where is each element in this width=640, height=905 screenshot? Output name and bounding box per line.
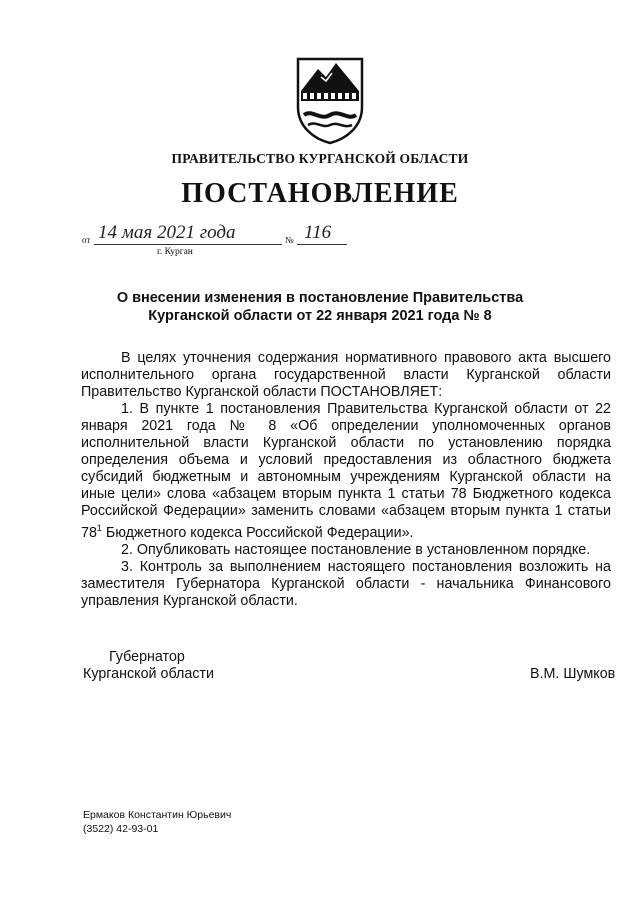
item-1-tail: Бюджетного кодекса Российской Федерации». <box>101 524 414 541</box>
item-3-paragraph: 3. Контроль за выполнением настоящего постановления возложить на заместителя Губернатора Курганской области - начальника Финансового управления Курганской области. <box>81 558 611 609</box>
item-1-text: 1. В пункте 1 постановления Правительства Курганской области от 22 января 2021 года № 8 «Об определении уполномоченных органов исполнительной власти Курганской области по установлению порядка определения объема и условий предоставления из областного бюджета субсидий бюджетным и автономным учреждениям Курганской области на иные цели» слова «абзацем вторым пункта 1 статьи 78 Бюджетного кодекса Российской Федерации» заменить словами «абзацем вторым пункта 1 статьи 78 <box>81 401 611 541</box>
coat-of-arms-emblem <box>290 55 370 145</box>
document-type-title: ПОСТАНОВЛЕНИЕ <box>181 178 459 209</box>
executor-phone: (3522) 42-93-01 <box>83 823 159 835</box>
from-label: от <box>82 235 91 245</box>
signatory-name: В.М. Шумков <box>530 666 616 682</box>
government-name: ПРАВИТЕЛЬСТВО КУРГАНСКОЙ ОБЛАСТИ <box>171 151 469 166</box>
signatory-title <box>83 649 214 683</box>
item-1-superscript: 1 <box>96 523 102 533</box>
city-label: г. Курган <box>157 247 193 257</box>
handwritten-number: 116 <box>304 222 332 243</box>
signatory-title-line-1: Губернатор <box>109 649 185 665</box>
item-2-paragraph: 2. Опубликовать настоящее постановление в установленном порядке. <box>121 541 591 558</box>
executor-info <box>83 808 231 836</box>
intro-paragraph: В целях уточнения содержания нормативного правового акта высшего исполнительного органа государственной власти Курганской области Правительство Курганской области ПОСТАНОВЛЯЕТ: <box>81 350 611 400</box>
document-subject <box>80 289 560 325</box>
number-label: № <box>285 235 294 245</box>
executor-name: Ермаков Константин Юрьевич <box>83 809 232 821</box>
subject-line-2: Курганской области от 22 января 2021 года № 8 <box>148 308 492 324</box>
subject-line-1: О внесении изменения в постановление Правительства <box>116 290 524 306</box>
handwritten-date: 14 мая 2021 года <box>98 222 236 243</box>
document-meta <box>82 222 382 266</box>
document-body <box>81 350 611 610</box>
item-1-paragraph <box>81 401 611 542</box>
signatory-title-line-2: Курганской области <box>83 666 214 682</box>
